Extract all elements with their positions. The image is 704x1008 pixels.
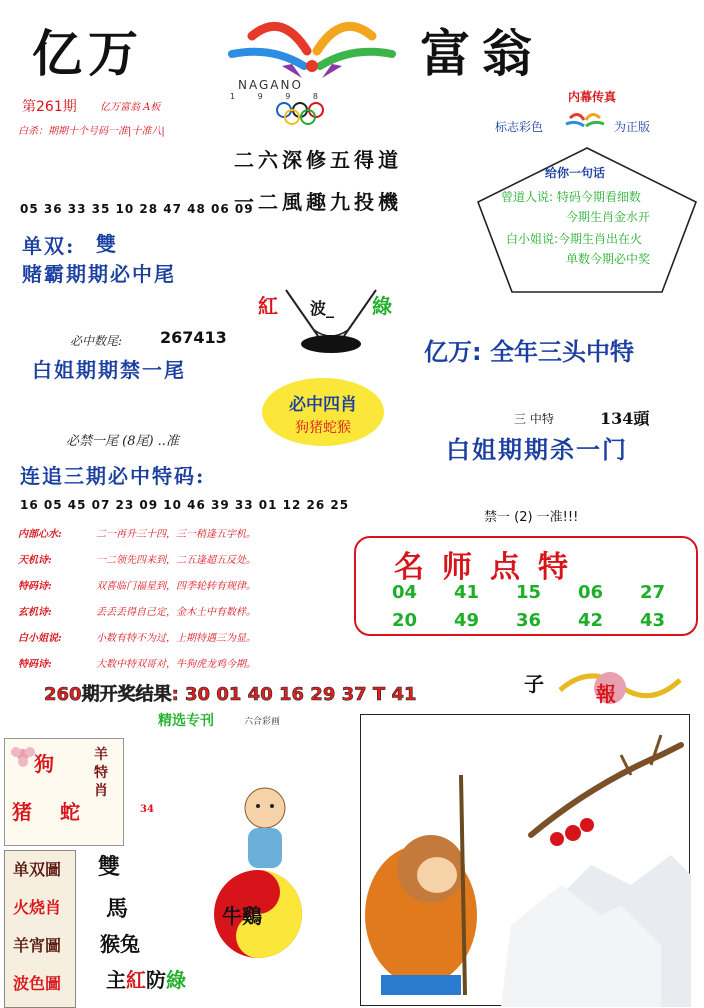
art-hou-tu: 猴兔 [100, 932, 140, 956]
four-title: 必中四肖 [289, 395, 357, 415]
mingshi-number: 06 [578, 582, 604, 603]
yiwan-banner: 亿万: 全年三头中特 [424, 338, 634, 366]
ban-tail: 必禁一尾 (8尾) ..准 [66, 434, 179, 449]
wave-mid: 波_ [310, 299, 335, 318]
single-double-label: 单双: [22, 234, 76, 258]
art-shuang: 雙 [98, 854, 121, 880]
poem-text: 丢丢丢得自己定，金木土中有数样。 [96, 607, 256, 618]
three-head-sub: 白姐期期杀一门 [446, 436, 628, 464]
fax-right: 为正版 [614, 120, 651, 134]
mingshi-number: 27 [640, 582, 666, 603]
numbers-row-2: 16 05 45 07 23 09 10 46 39 33 01 12 26 25 [20, 498, 350, 512]
poem-line-1: 二六深修五得道 [234, 148, 402, 172]
chase-title: 连追三期必中特码: [20, 464, 206, 488]
poem-label: 特码诗: [18, 581, 52, 592]
fax-title: 内幕传真 [568, 90, 617, 104]
zhuankan-title: 精选专刊 [158, 713, 214, 729]
tail-label: 必中数尾: [70, 334, 123, 348]
mingshi-number: 15 [516, 582, 542, 603]
single-double-sub: 赌霸期期必中尾 [22, 262, 176, 286]
grid-left-item: 单双圖 [13, 860, 62, 879]
art-lv: 綠 [166, 968, 186, 992]
art-number: 34 [140, 804, 154, 815]
wave-red: 紅 [258, 294, 278, 318]
art-hong: 紅 [126, 968, 146, 992]
fax-give: 给你一句话 [545, 166, 606, 180]
nagano-logo-icon [212, 6, 412, 134]
wave-green: 綠 [372, 294, 392, 318]
poem-label: 白小姐说: [18, 633, 62, 644]
mingshi-number: 04 [392, 582, 418, 603]
fax-left: 标志彩色 [495, 120, 544, 134]
list-item [18, 548, 256, 574]
art-left-panel [0, 710, 350, 1008]
grid-left-item: 羊宵圖 [13, 936, 62, 955]
poem-label: 内部心水: [18, 529, 62, 540]
logo-text: NAGANO [238, 78, 303, 92]
grid-left-item: 火烧肖 [13, 898, 62, 917]
mingshi-number: 42 [578, 610, 604, 631]
child-figure-icon [220, 780, 310, 880]
list-item [18, 626, 256, 652]
three-head-value: 134頭 [600, 409, 650, 428]
poem-text: 二一再升三十四，三一稍逢五字机。 [96, 529, 256, 540]
mingshi-number: 43 [640, 610, 666, 631]
zodiac-pig: 猪 [12, 800, 32, 824]
single-double-value: 雙 [96, 232, 118, 256]
draw-result: 260期开奖结果: 30 01 40 16 29 37 T 41 [44, 684, 417, 705]
grid-left [4, 850, 76, 1008]
mingshi-number: 36 [516, 610, 542, 631]
art-guard [106, 964, 186, 993]
logo-year: 1 9 9 8 [230, 92, 328, 101]
grid-left-item: 波色圖 [13, 974, 62, 993]
mingshi-number: 49 [454, 610, 480, 631]
art-bao: 報 [596, 682, 616, 706]
nagano-small-logo-icon [560, 108, 610, 134]
poem-text: 双喜临门福星到，四季轮转有规律。 [96, 581, 256, 592]
three-head-label: 三 中特 [514, 412, 554, 426]
mingshi-title: 名师点特 [394, 550, 586, 585]
painting-frame [360, 714, 690, 1006]
art-right-panel [356, 660, 704, 1008]
header-right-title: 富翁 [420, 24, 544, 83]
fax-line-2: 今期生肖金水开 [566, 210, 651, 224]
issue-subtitle: 白杀：期期十个号码一准|十准八| [18, 126, 165, 137]
zhuankan-sub: 六合彩画 [244, 717, 281, 727]
mingshi-number: 41 [454, 582, 480, 603]
poem-text: 大数中特双哥对，牛狗虎龙鸡今期。 [96, 659, 256, 670]
issue-number: 第261期 [22, 99, 77, 115]
list-item [18, 652, 256, 678]
four-zodiac-badge [262, 378, 384, 446]
poem-text: 小数有特不为过，上期特遇三为显。 [96, 633, 256, 644]
art-zhu: 主 [106, 968, 126, 992]
list-item [18, 574, 256, 600]
poems-list [18, 522, 256, 678]
art-ma: 馬 [106, 896, 129, 922]
fax-line-1: 曾道人说: 特码今期看细数 [501, 190, 641, 204]
zodiac-dog: 狗 [34, 752, 54, 776]
poem-label: 玄机诗: [18, 607, 52, 618]
monkey-painting-icon [361, 715, 691, 1007]
poem-label: 天机诗: [18, 555, 52, 566]
fax-line-3: 白小姐说:今期生肖出在火 [506, 232, 643, 246]
zodiac-snake: 蛇 [60, 800, 80, 824]
zodiac-vertical: 羊特肖 [94, 747, 108, 799]
art-niu-ji: 牛鷄 [222, 904, 262, 928]
poem-line-2: 一二風趣九投機 [234, 190, 402, 214]
list-item [18, 600, 256, 626]
poem-text: 一二领先四来到，二五逢超五反处。 [96, 555, 256, 566]
header-left-title: 亿万 [32, 24, 144, 83]
four-sub: 狗猪蛇猴 [295, 420, 351, 436]
tail-value: 267413 [160, 328, 227, 347]
mingshi-box [354, 536, 698, 636]
art-zi: 子 [524, 672, 544, 696]
list-item [18, 522, 256, 548]
tail-sub: 白姐期期禁一尾 [32, 358, 186, 382]
numbers-row-1: 05 36 33 35 10 28 47 48 06 09 [20, 202, 254, 216]
mingshi-number: 20 [392, 610, 418, 631]
fax-line-4: 单数今期必中奖 [566, 252, 651, 266]
poem-label: 特码诗: [18, 659, 52, 670]
ban-one: 禁一 (2) 一准!!! [484, 510, 579, 525]
art-fang: 防 [146, 968, 166, 992]
issue-tag: 亿万富翁 A板 [100, 102, 161, 113]
